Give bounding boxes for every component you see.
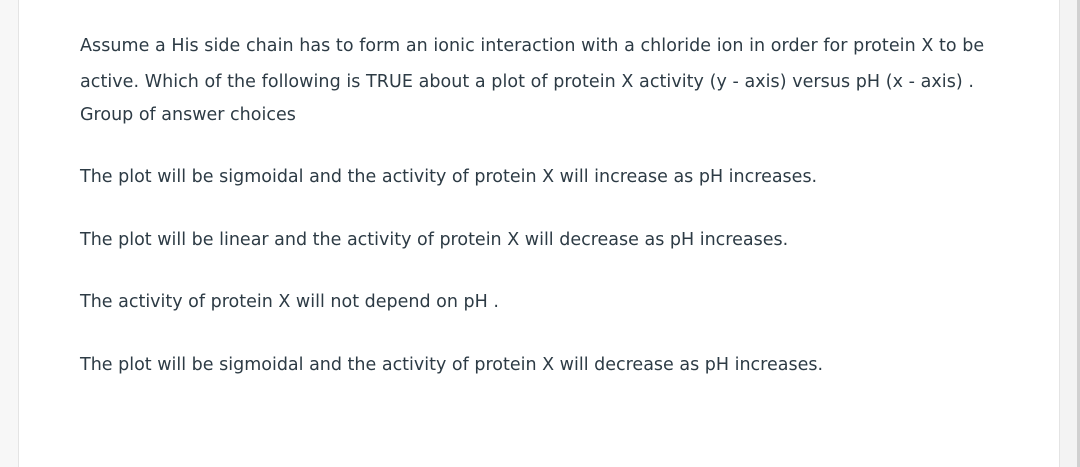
answer-choice[interactable]: The plot will be sigmoidal and the activity of protein X will decrease as pH increases. <box>80 355 824 375</box>
answer-choices-label: Group of answer choices <box>80 105 296 125</box>
answer-choice[interactable]: The plot will be sigmoidal and the activity of protein X will increase as pH increases. <box>80 167 818 187</box>
answer-choice[interactable]: The activity of protein X will not depend on pH . <box>80 292 499 312</box>
answer-choice[interactable]: The plot will be linear and the activity of protein X will decrease as pH increases. <box>80 230 789 250</box>
question-card <box>18 0 1060 467</box>
question-text <box>80 28 1020 100</box>
scrollbar-track[interactable] <box>1060 0 1080 467</box>
question-prompt: Assume a His side chain has to form an ionic interaction with a chloride ion in order for protein X to be active. Which of the following is TRUE about a plot of protein X activity (y - axis) versus pH (x - axis) . <box>80 36 985 92</box>
